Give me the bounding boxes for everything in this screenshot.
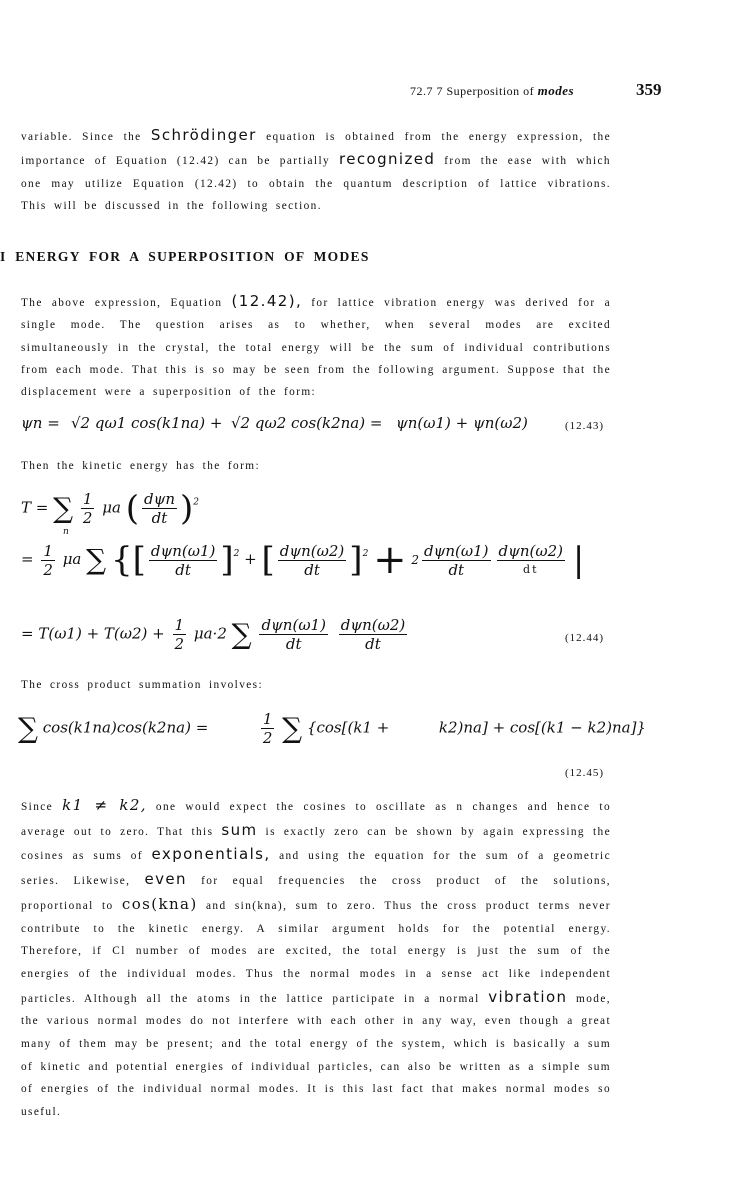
then-line: Then the kinetic energy has the form:: [21, 460, 260, 472]
equation-12-45: ∑ cos(k1na)cos(k2na) = $\frac{1}{2}$ ∑ {cos[(k1 + k2)na] + cos[(k1 − k2)na]}: [18, 710, 646, 747]
equation-reference: (12.42),: [231, 292, 303, 310]
equation-number-12-45: (12.45): [565, 767, 605, 779]
recognized-word: recognized: [339, 150, 436, 169]
section-heading: I ENERGY FOR A SUPERPOSITION OF MODES: [0, 249, 370, 264]
conclusion-paragraph: Since k1 ≠ k2, one would expect the cosines to oscillate as n changes and hence to average out to zero. That this sum is exactly zero can be shown by again expressing the cosines as sums of exponentials, and using the equation for the sum of a geometric series. Likewise, even for equal frequencies the cross product of the solutions, proportional to cos(kna) and sin(kna), sum to zero. Thus the cross product terms never contribute to the kinetic energy. A similar argument holds for the potential energy. Therefore, if Cl number of modes are excited, the total energy is just the sum of the energies of the individual modes. Thus the normal modes in a sense act like independent particles. Although all the atoms in the lattice participate in a normal vibration mode, the various normal modes do not interfere with each other in any way, even though a great many of them may be present; and the total energy of the system, which is basically a sum of kinetic and potential energies of individual particles, can also be written as a simple sum of energies of the individual normal modes. It is this last fact that makes normal modes so useful.: [21, 796, 611, 1119]
equation-12-44-line3: = T(ω1) + T(ω2) + $\frac{1}{2}$ μa·2 ∑ $\frac{\text{dψn(ω1)}}{dt}$ $\frac{\text{dψn(ω2)}}{dt}$: [21, 616, 406, 653]
equation-12-44-line1: T = ∑ $\frac{1}{2}$ μa ( $\frac{\text{dψn}}{dt}$ )$^2$: [21, 488, 200, 529]
equation-number-12-43: (12.43): [565, 420, 605, 432]
k-inequality: k1 ≠ k2,: [62, 796, 147, 814]
page-number: 359: [636, 80, 662, 99]
schrodinger-word: Schrödinger: [150, 126, 257, 144]
cross-product-line: The cross product summation involves:: [21, 679, 264, 691]
equation-12-44-line2: = $\frac{1}{2}$ μa ∑ {[ $\frac{\text{dψn(ω1)}}{dt}$ ]$^2$ + [ $\frac{\text{dψn(ω2)}}{dt}$ ]$^2$ + 2 $\frac{\text{dψn(ω1)}}{dt}$ $\frac{\text{dψn(ω2)}}{dt}$ |: [21, 537, 585, 583]
superposition-paragraph: The above expression, Equation (12.42), for lattice vibration energy was derived for a single mode. The question arises as to whether, when several modes are excited simultaneously in the crystal, the total energy will be the sum of individual contributions from each mode. That this is so may be seen from the following argument. Suppose that the displacement were a superposition of the form:: [21, 292, 612, 399]
intro-paragraph: variable. Since the Schrödinger equation is obtained from the energy expression, the importance of Equation (12.42) can be partially recognized from the ease with which one may utilize Equation (12.42) to obtain the quantum description of lattice vibrations. This will be discussed in the following section.: [21, 126, 611, 212]
running-head-title: 72.7 7 Superposition of modes: [410, 83, 575, 98]
equation-number-12-44: (12.44): [565, 632, 605, 644]
